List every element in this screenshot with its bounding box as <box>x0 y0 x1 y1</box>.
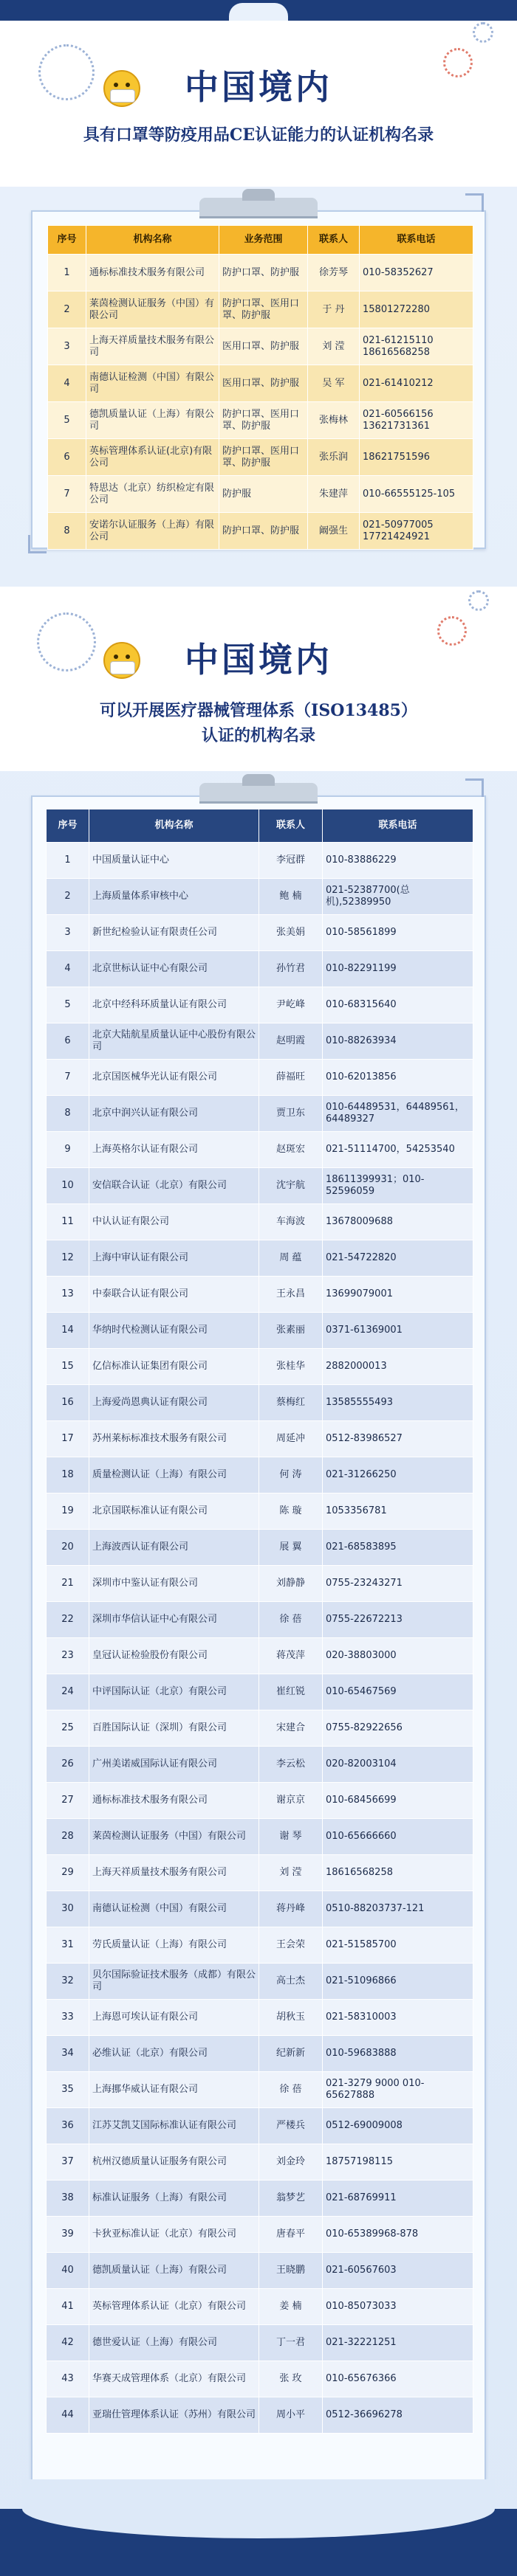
organization-name: 北京国联标准认证有限公司 <box>89 1494 259 1530</box>
contact-person: 于 丹 <box>308 291 360 328</box>
row-number: 3 <box>47 915 89 951</box>
contact-person: 张桂华 <box>259 1349 323 1385</box>
contact-person: 蒋茂萍 <box>259 1638 323 1674</box>
row-number: 40 <box>47 2253 89 2289</box>
organization-name: 亿信标准认证集团有限公司 <box>89 1349 259 1385</box>
table-row <box>47 951 473 987</box>
top-band <box>0 0 517 21</box>
row-number: 21 <box>47 1566 89 1602</box>
contact-person: 李云松 <box>259 1747 323 1783</box>
section1-subtitle: 具有口罩等防疫用品CE认证能力的认证机构名录 <box>83 125 434 145</box>
table-row <box>47 2325 473 2361</box>
contact-person: 胡秋玉 <box>259 2000 323 2036</box>
organization-name: 德凯质量认证（上海）有限公司 <box>86 402 219 439</box>
section2-subtitle-line1: 可以开展医疗器械管理体系（ISO13485） <box>100 701 417 720</box>
business-scope: 医用口罩、防护服 <box>219 328 308 365</box>
business-scope: 防护服 <box>219 476 308 513</box>
row-number: 42 <box>47 2325 89 2361</box>
column-header: 联系电话 <box>323 809 473 843</box>
contact-phone: 010-59683888 <box>323 2036 473 2072</box>
organization-name: 华赛天成管理体系（北京）有限公司 <box>89 2361 259 2397</box>
row-number: 22 <box>47 1602 89 1638</box>
contact-phone: 010-83886229 <box>323 843 473 879</box>
row-number: 11 <box>47 1204 89 1240</box>
row-number: 7 <box>47 1060 89 1096</box>
contact-person: 王永昌 <box>259 1277 323 1313</box>
contact-person: 张素丽 <box>259 1313 323 1349</box>
binder-clip-icon <box>199 198 318 218</box>
contact-person: 车海波 <box>259 1204 323 1240</box>
contact-person: 沈宇航 <box>259 1168 323 1204</box>
contact-phone: 010-65389968-878 <box>323 2217 473 2253</box>
business-scope: 防护口罩、防护服 <box>219 513 308 550</box>
column-header: 机构名称 <box>89 809 259 843</box>
table-row <box>47 1023 473 1060</box>
table-row <box>48 513 473 550</box>
row-number: 10 <box>47 1168 89 1204</box>
row-number: 6 <box>47 1023 89 1060</box>
organization-name: 上海中审认证有限公司 <box>89 1240 259 1277</box>
organization-name: 通标标准技术服务有限公司 <box>86 255 219 291</box>
contact-phone: 021-32221251 <box>323 2325 473 2361</box>
table-row <box>47 1747 473 1783</box>
row-number: 33 <box>47 2000 89 2036</box>
organization-name: 上海挪华威认证有限公司 <box>89 2072 259 2108</box>
organization-name: 上海英格尔认证有限公司 <box>89 1132 259 1168</box>
table-row <box>47 1855 473 1891</box>
row-number: 7 <box>48 476 86 513</box>
contact-phone: 0371-61369001 <box>323 1313 473 1349</box>
column-header: 业务范围 <box>219 226 308 255</box>
organization-name: 华纳时代检测认证有限公司 <box>89 1313 259 1349</box>
contact-person: 宋建合 <box>259 1710 323 1747</box>
organization-name: 莱茵检测认证服务（中国）有限公司 <box>89 1819 259 1855</box>
business-scope: 防护口罩、防护服 <box>219 255 308 291</box>
organization-name: 莱茵检测认证服务（中国）有限公司 <box>86 291 219 328</box>
contact-person: 蔡梅红 <box>259 1385 323 1421</box>
organization-name: 上海天祥质量技术服务有限公司 <box>86 328 219 365</box>
row-number: 4 <box>47 951 89 987</box>
contact-person: 尹屹峰 <box>259 987 323 1023</box>
binder-clip-icon <box>199 783 318 804</box>
contact-phone: 010-88263934 <box>323 1023 473 1060</box>
organization-name: 亚瑞仕管理体系认证（苏州）有限公司 <box>89 2397 259 2434</box>
contact-person: 崔红锐 <box>259 1674 323 1710</box>
contact-person: 张 玫 <box>259 2361 323 2397</box>
table-row <box>48 291 473 328</box>
organization-name: 必维认证（北京）有限公司 <box>89 2036 259 2072</box>
contact-person: 刘 滢 <box>259 1855 323 1891</box>
row-number: 39 <box>47 2217 89 2253</box>
organization-name: 上海质量体系审核中心 <box>89 879 259 915</box>
organization-name: 南德认证检测（中国）有限公司 <box>86 365 219 402</box>
row-number: 15 <box>47 1349 89 1385</box>
organization-name: 皇冠认证检验股份有限公司 <box>89 1638 259 1674</box>
contact-phone: 021-61410212 <box>360 365 473 402</box>
column-header: 联系电话 <box>360 226 473 255</box>
contact-person: 阚强生 <box>308 513 360 550</box>
contact-phone: 0512-36696278 <box>323 2397 473 2434</box>
contact-phone: 010-64489531，64489561，64489327 <box>323 1096 473 1132</box>
row-number: 43 <box>47 2361 89 2397</box>
organization-name: 北京大陆航星质量认证中心股份有限公司 <box>89 1023 259 1060</box>
row-number: 38 <box>47 2180 89 2217</box>
contact-phone: 13585555493 <box>323 1385 473 1421</box>
organization-name: 质量检测认证（上海）有限公司 <box>89 1457 259 1494</box>
contact-phone: 0512-83986527 <box>323 1421 473 1457</box>
table-row <box>47 2397 473 2434</box>
row-number: 41 <box>47 2289 89 2325</box>
row-number: 31 <box>47 1927 89 1964</box>
contact-phone: 15801272280 <box>360 291 473 328</box>
contact-person: 孙竹君 <box>259 951 323 987</box>
corner-decoration <box>465 778 484 797</box>
contact-phone: 010-62013856 <box>323 1060 473 1096</box>
table-row <box>47 1566 473 1602</box>
row-number: 35 <box>47 2072 89 2108</box>
row-number: 5 <box>48 402 86 439</box>
contact-person: 唐春平 <box>259 2217 323 2253</box>
organization-name: 新世纪检验认证有限责任公司 <box>89 915 259 951</box>
contact-person: 徐芳琴 <box>308 255 360 291</box>
table-header-row <box>47 809 473 843</box>
contact-person: 谢京京 <box>259 1783 323 1819</box>
contact-phone: 0510-88203737-121 <box>323 1891 473 1927</box>
contact-person: 吴 军 <box>308 365 360 402</box>
contact-phone: 010-65666660 <box>323 1819 473 1855</box>
table-row <box>47 1277 473 1313</box>
row-number: 3 <box>48 328 86 365</box>
row-number: 18 <box>47 1457 89 1494</box>
contact-phone: 020-38803000 <box>323 1638 473 1674</box>
table-row <box>48 476 473 513</box>
row-number: 44 <box>47 2397 89 2434</box>
row-number: 2 <box>48 291 86 328</box>
contact-phone: 010-65676366 <box>323 2361 473 2397</box>
row-number: 20 <box>47 1530 89 1566</box>
row-number: 6 <box>48 439 86 476</box>
contact-person: 赵明霞 <box>259 1023 323 1060</box>
row-number: 13 <box>47 1277 89 1313</box>
table-row <box>47 987 473 1023</box>
contact-phone: 021-50977005 17721424921 <box>360 513 473 550</box>
row-number: 8 <box>48 513 86 550</box>
row-number: 2 <box>47 879 89 915</box>
table-row <box>47 1168 473 1204</box>
column-header: 序号 <box>48 226 86 255</box>
contact-person: 何 涛 <box>259 1457 323 1494</box>
contact-phone: 021-51096866 <box>323 1964 473 2000</box>
contact-person: 周小平 <box>259 2397 323 2434</box>
row-number: 5 <box>47 987 89 1023</box>
table-row <box>47 2361 473 2397</box>
table-row <box>47 1385 473 1421</box>
bottom-band <box>0 2509 517 2576</box>
contact-person: 张乐润 <box>308 439 360 476</box>
organization-name: 英标管理体系认证(北京)有限公司 <box>86 439 219 476</box>
table-row <box>47 1132 473 1168</box>
section2-table <box>46 809 473 2434</box>
organization-name: 苏州莱标标准技术服务有限公司 <box>89 1421 259 1457</box>
table-row <box>47 1204 473 1240</box>
row-number: 8 <box>47 1096 89 1132</box>
column-header: 联系人 <box>259 809 323 843</box>
organization-name: 上海爱尚恩典认证有限公司 <box>89 1385 259 1421</box>
row-number: 16 <box>47 1385 89 1421</box>
contact-person: 严楼兵 <box>259 2108 323 2144</box>
row-number: 27 <box>47 1783 89 1819</box>
row-number: 37 <box>47 2144 89 2180</box>
business-scope: 防护口罩、医用口罩、防护服 <box>219 291 308 328</box>
section2-title: 中国境内 <box>185 640 332 680</box>
contact-person: 丁一君 <box>259 2325 323 2361</box>
row-number: 36 <box>47 2108 89 2144</box>
contact-person: 鲍 楠 <box>259 879 323 915</box>
business-scope: 防护口罩、医用口罩、防护服 <box>219 402 308 439</box>
table-row <box>48 439 473 476</box>
contact-person: 翁梦艺 <box>259 2180 323 2217</box>
column-header: 机构名称 <box>86 226 219 255</box>
table-row <box>47 1421 473 1457</box>
contact-phone: 2882000013 <box>323 1349 473 1385</box>
contact-person: 王晓鹏 <box>259 2253 323 2289</box>
virus-icon <box>473 22 493 43</box>
contact-phone: 021-31266250 <box>323 1457 473 1494</box>
table-row <box>47 2253 473 2289</box>
section2-subtitle-line2: 认证的机构名录 <box>201 726 315 745</box>
table-row <box>47 1783 473 1819</box>
contact-phone: 021-3279 9000 010-65627888 <box>323 2072 473 2108</box>
contact-phone: 18757198115 <box>323 2144 473 2180</box>
contact-person: 高士杰 <box>259 1964 323 2000</box>
contact-person: 徐 蓓 <box>259 1602 323 1638</box>
column-header: 序号 <box>47 809 89 843</box>
table-row <box>48 328 473 365</box>
table-row <box>47 2144 473 2180</box>
contact-person: 陈 璇 <box>259 1494 323 1530</box>
table-row <box>48 402 473 439</box>
table-row <box>47 2289 473 2325</box>
contact-person: 刘 滢 <box>308 328 360 365</box>
column-header: 联系人 <box>308 226 360 255</box>
contact-phone: 0755-23243271 <box>323 1566 473 1602</box>
organization-name: 卡狄亚标准认证（北京）有限公司 <box>89 2217 259 2253</box>
table-row <box>47 1964 473 2000</box>
table-row <box>48 255 473 291</box>
organization-name: 江苏艾凯艾国际标准认证有限公司 <box>89 2108 259 2144</box>
table-row <box>47 1530 473 1566</box>
contact-person: 周延冲 <box>259 1421 323 1457</box>
organization-name: 上海恩可埃认证有限公司 <box>89 2000 259 2036</box>
contact-phone: 021-51114700，54253540 <box>323 1132 473 1168</box>
table-row <box>47 1674 473 1710</box>
corner-decoration <box>465 193 484 212</box>
contact-phone: 010-58352627 <box>360 255 473 291</box>
contact-phone: 0512-69009008 <box>323 2108 473 2144</box>
contact-person: 张梅林 <box>308 402 360 439</box>
organization-name: 南德认证检测（中国）有限公司 <box>89 1891 259 1927</box>
table-row <box>48 365 473 402</box>
row-number: 14 <box>47 1313 89 1349</box>
contact-person: 刘金玲 <box>259 2144 323 2180</box>
contact-phone: 010-58561899 <box>323 915 473 951</box>
contact-phone: 010-66555125-105 <box>360 476 473 513</box>
contact-phone: 010-68456699 <box>323 1783 473 1819</box>
contact-person: 纪新新 <box>259 2036 323 2072</box>
table-row <box>47 879 473 915</box>
row-number: 26 <box>47 1747 89 1783</box>
contact-phone: 021-60567603 <box>323 2253 473 2289</box>
contact-phone: 010-65467569 <box>323 1674 473 1710</box>
contact-phone: 021-52387700(总机),52389950 <box>323 879 473 915</box>
table-row <box>47 1457 473 1494</box>
contact-phone: 021-61215110 18616568258 <box>360 328 473 365</box>
organization-name: 杭州汉德质量认证服务有限公司 <box>89 2144 259 2180</box>
contact-person: 刘静静 <box>259 1566 323 1602</box>
table-row <box>47 2217 473 2253</box>
contact-phone: 1053356781 <box>323 1494 473 1530</box>
row-number: 29 <box>47 1855 89 1891</box>
organization-name: 深圳市中鉴认证有限公司 <box>89 1566 259 1602</box>
table-row <box>47 1240 473 1277</box>
contact-person: 徐 蓓 <box>259 2072 323 2108</box>
contact-person: 薛福旺 <box>259 1060 323 1096</box>
contact-phone: 18611399931；010-52596059 <box>323 1168 473 1204</box>
contact-phone: 021-54722820 <box>323 1240 473 1277</box>
contact-phone: 13699079001 <box>323 1277 473 1313</box>
business-scope: 医用口罩、防护服 <box>219 365 308 402</box>
table-row <box>47 1891 473 1927</box>
organization-name: 上海天祥质量技术服务有限公司 <box>89 1855 259 1891</box>
contact-phone: 0755-22672213 <box>323 1602 473 1638</box>
table-row <box>47 1602 473 1638</box>
table-row <box>47 2036 473 2072</box>
contact-phone: 021-60566156 13621731361 <box>360 402 473 439</box>
contact-person: 贾卫东 <box>259 1096 323 1132</box>
contact-person: 李冠群 <box>259 843 323 879</box>
organization-name: 广州美诺威国际认证有限公司 <box>89 1747 259 1783</box>
row-number: 1 <box>47 843 89 879</box>
row-number: 9 <box>47 1132 89 1168</box>
row-number: 4 <box>48 365 86 402</box>
row-number: 24 <box>47 1674 89 1710</box>
organization-name: 中国质量认证中心 <box>89 843 259 879</box>
organization-name: 北京国医械华光认证有限公司 <box>89 1060 259 1096</box>
section1-table <box>47 225 473 550</box>
row-number: 19 <box>47 1494 89 1530</box>
contact-phone: 010-82291199 <box>323 951 473 987</box>
organization-name: 百胜国际认证（深圳）有限公司 <box>89 1710 259 1747</box>
row-number: 28 <box>47 1819 89 1855</box>
table-row <box>47 843 473 879</box>
organization-name: 贝尔国际验证技术服务（成都）有限公司 <box>89 1964 259 2000</box>
contact-phone: 010-85073033 <box>323 2289 473 2325</box>
organization-name: 特思达（北京）纺织检定有限公司 <box>86 476 219 513</box>
organization-name: 中评国际认证（北京）有限公司 <box>89 1674 259 1710</box>
table-header-row <box>48 226 473 255</box>
contact-phone: 021-68769911 <box>323 2180 473 2217</box>
contact-person: 谢 琴 <box>259 1819 323 1855</box>
table-row <box>47 1060 473 1096</box>
contact-phone: 18621751596 <box>360 439 473 476</box>
organization-name: 中泰联合认证有限公司 <box>89 1277 259 1313</box>
table-row <box>47 1819 473 1855</box>
organization-name: 深圳市华信认证中心有限公司 <box>89 1602 259 1638</box>
contact-phone: 18616568258 <box>323 1855 473 1891</box>
corner-decoration <box>28 535 47 553</box>
organization-name: 安信联合认证（北京）有限公司 <box>89 1168 259 1204</box>
contact-person: 张美娟 <box>259 915 323 951</box>
contact-phone: 13678009688 <box>323 1204 473 1240</box>
organization-name: 通标标准技术服务有限公司 <box>89 1783 259 1819</box>
row-number: 12 <box>47 1240 89 1277</box>
section1-title: 中国境内 <box>185 67 332 107</box>
row-number: 17 <box>47 1421 89 1457</box>
contact-phone: 020-82003104 <box>323 1747 473 1783</box>
organization-name: 英标管理体系认证（北京）有限公司 <box>89 2289 259 2325</box>
contact-person: 王会荣 <box>259 1927 323 1964</box>
table-row <box>47 1313 473 1349</box>
business-scope: 防护口罩、医用口罩、防护服 <box>219 439 308 476</box>
organization-name: 标准认证服务（上海）有限公司 <box>89 2180 259 2217</box>
organization-name: 北京中经科环质量认证有限公司 <box>89 987 259 1023</box>
contact-person: 朱建萍 <box>308 476 360 513</box>
table-row <box>47 1927 473 1964</box>
virus-icon <box>468 590 489 611</box>
contact-person: 周 蕴 <box>259 1240 323 1277</box>
organization-name: 安诺尔认证服务（上海）有限公司 <box>86 513 219 550</box>
table-row <box>47 2180 473 2217</box>
organization-name: 北京世标认证中心有限公司 <box>89 951 259 987</box>
organization-name: 中认认证有限公司 <box>89 1204 259 1240</box>
table-row <box>47 2000 473 2036</box>
contact-phone: 021-68583895 <box>323 1530 473 1566</box>
table-row <box>47 1710 473 1747</box>
table-row <box>47 1096 473 1132</box>
organization-name: 德世爱认证（上海）有限公司 <box>89 2325 259 2361</box>
organization-name: 劳氏质量认证（上海）有限公司 <box>89 1927 259 1964</box>
table-row <box>47 1494 473 1530</box>
contact-person: 赵斑宏 <box>259 1132 323 1168</box>
contact-person: 展 翼 <box>259 1530 323 1566</box>
row-number: 32 <box>47 1964 89 2000</box>
contact-phone: 0755-82922656 <box>323 1710 473 1747</box>
row-number: 23 <box>47 1638 89 1674</box>
organization-name: 上海波西认证有限公司 <box>89 1530 259 1566</box>
contact-person: 姜 楠 <box>259 2289 323 2325</box>
contact-phone: 021-51585700 <box>323 1927 473 1964</box>
row-number: 34 <box>47 2036 89 2072</box>
table-row <box>47 1638 473 1674</box>
table-row <box>47 2108 473 2144</box>
table-row <box>47 915 473 951</box>
table-row <box>47 2072 473 2108</box>
organization-name: 德凯质量认证（上海）有限公司 <box>89 2253 259 2289</box>
row-number: 1 <box>48 255 86 291</box>
contact-phone: 010-68315640 <box>323 987 473 1023</box>
row-number: 30 <box>47 1891 89 1927</box>
table-row <box>47 1349 473 1385</box>
contact-person: 蒋丹峰 <box>259 1891 323 1927</box>
organization-name: 北京中润兴认证有限公司 <box>89 1096 259 1132</box>
row-number: 25 <box>47 1710 89 1747</box>
contact-phone: 021-58310003 <box>323 2000 473 2036</box>
